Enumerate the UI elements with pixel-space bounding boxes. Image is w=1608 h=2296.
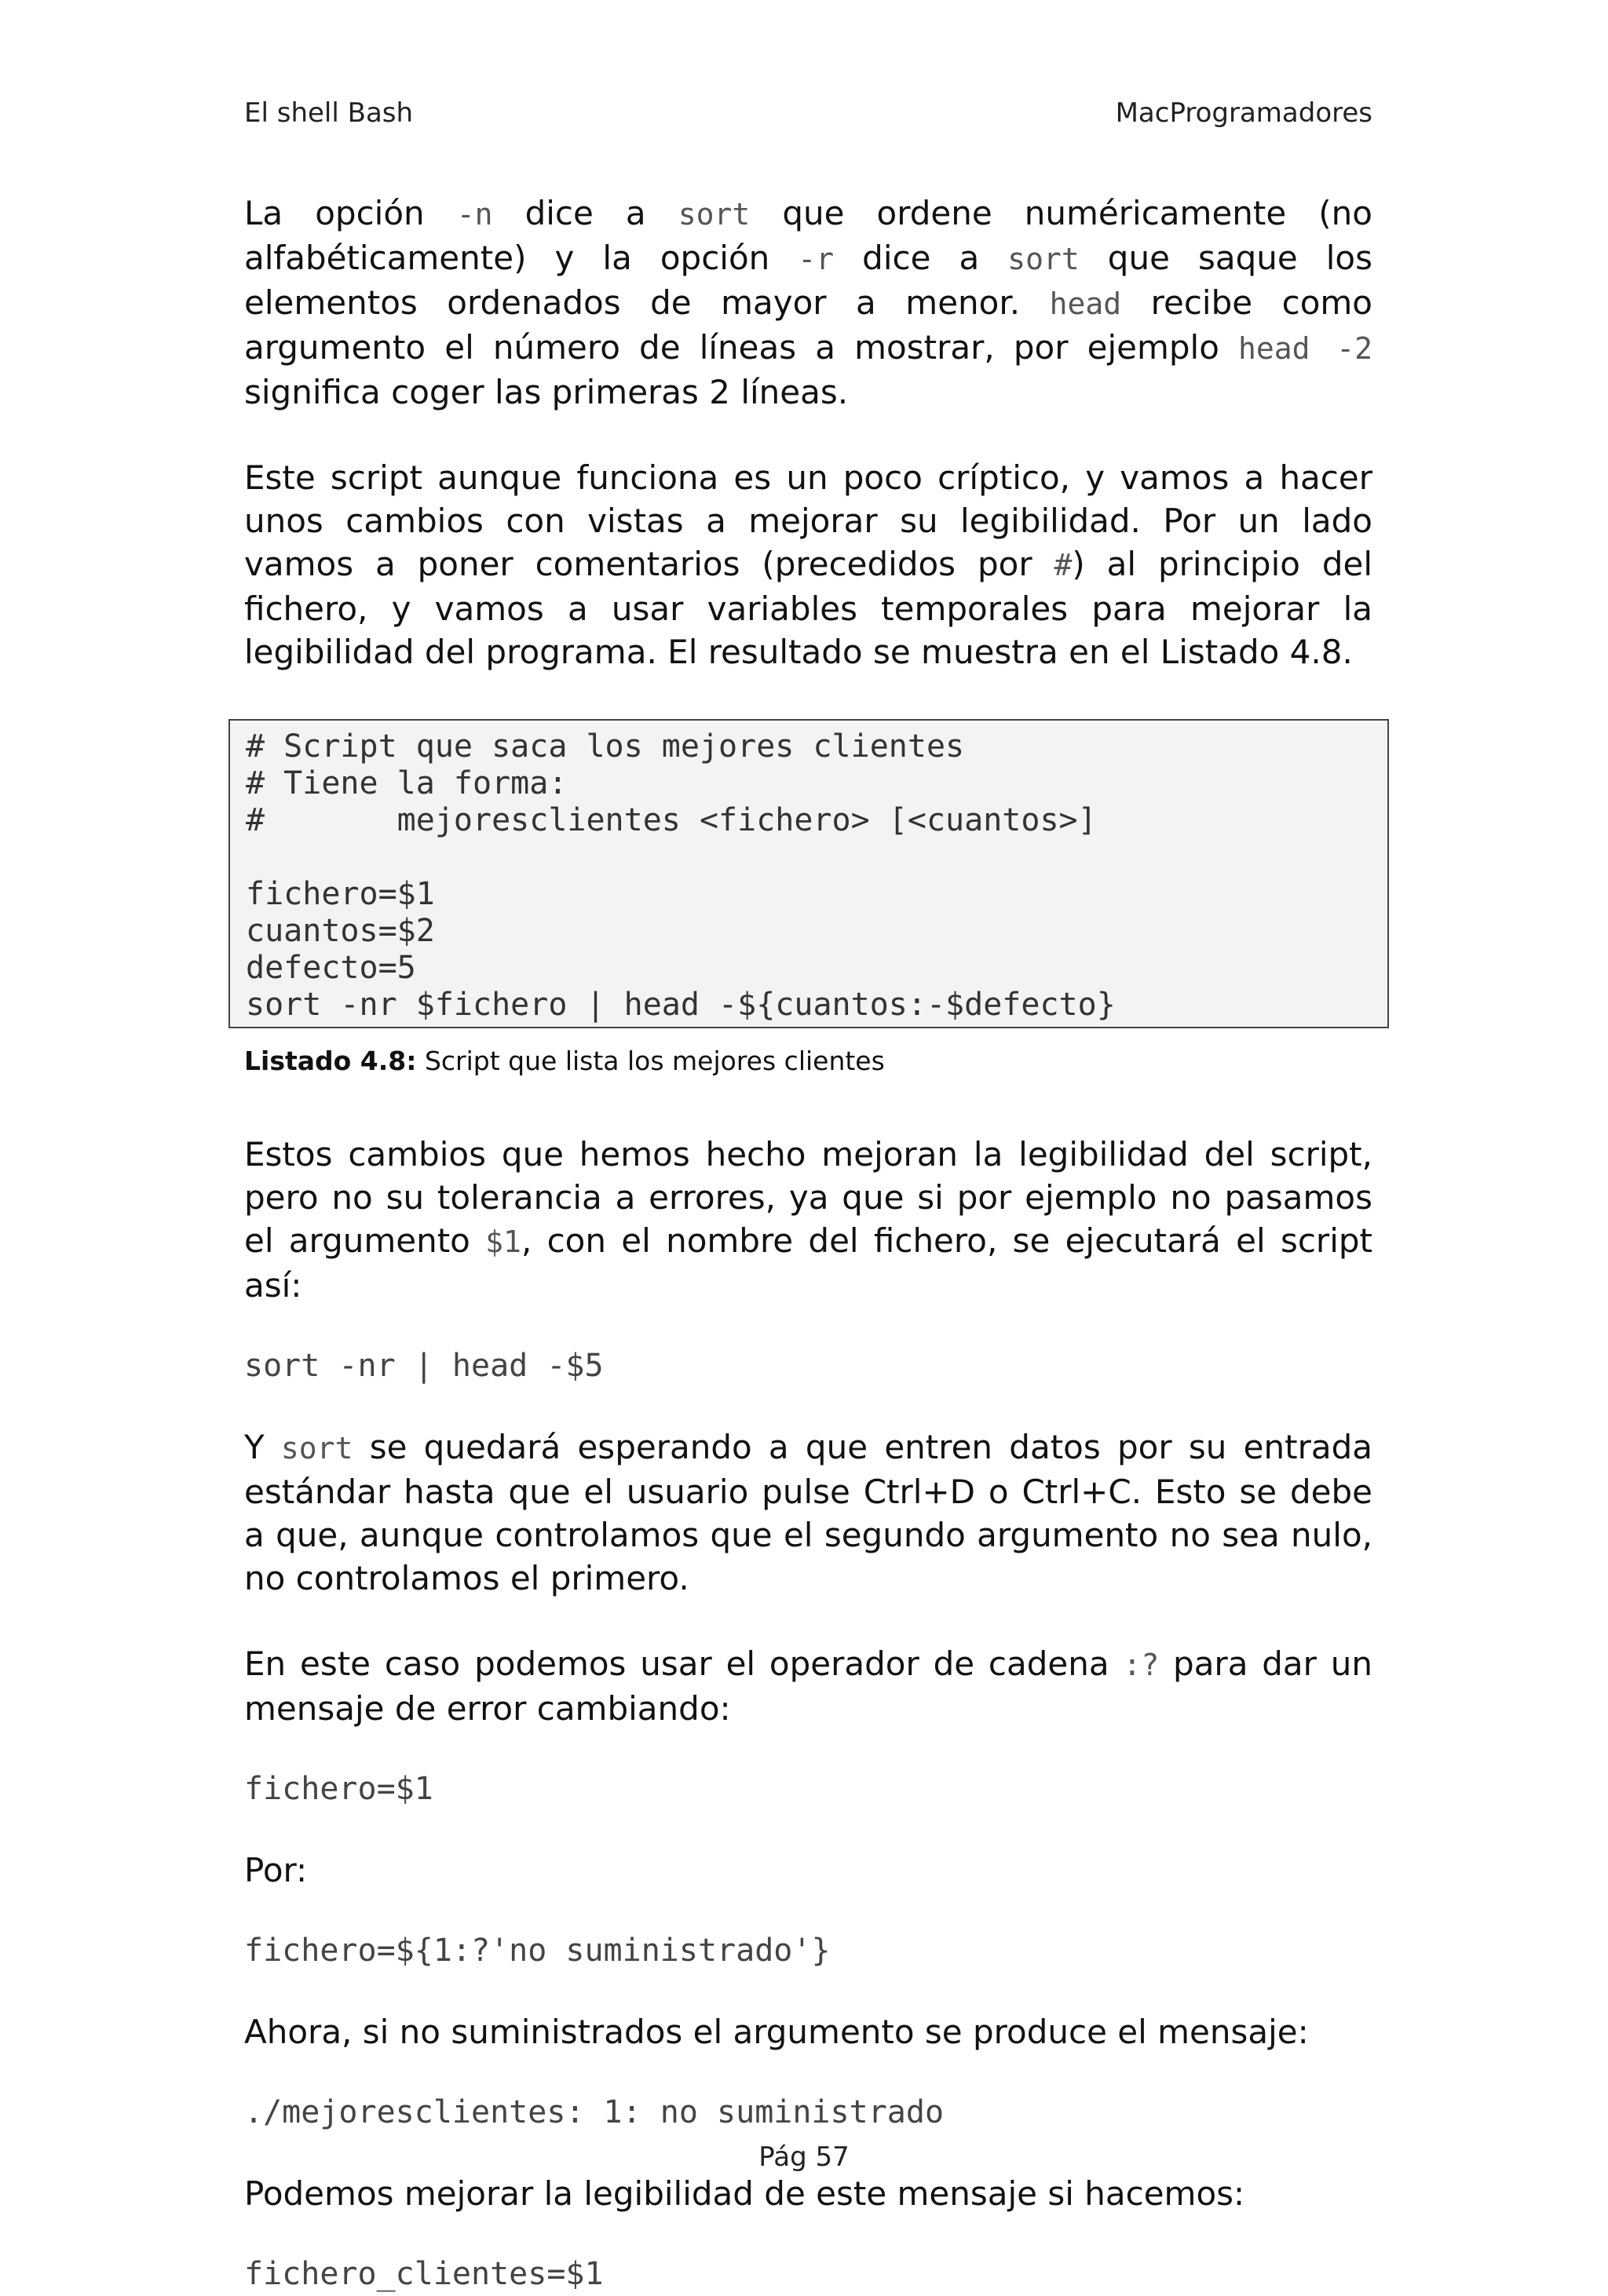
listing-line: sort -nr $fichero | head -${cuantos:-$defecto} (246, 987, 1116, 1023)
listing-line: defecto=5 (246, 950, 416, 986)
listing-line: # Script que saca los mejores clientes (246, 728, 965, 765)
code-listing (228, 719, 1389, 1028)
code-snippet: ./mejoresclientes: 1: no suministrado (244, 2094, 945, 2130)
text-run: En este caso podemos usar el operador de cadena (244, 1644, 1124, 1683)
text-run: La opción (244, 194, 457, 232)
code-snippet: sort -nr | head -$5 (244, 1348, 604, 1384)
text-run: , con el nombre del fichero, se ejecutará el script así: (244, 1221, 1372, 1305)
code-snippet: fichero=$1 (244, 1771, 433, 1807)
paragraph-readability (244, 456, 1372, 673)
caption-label: Listado 4.8: (244, 1046, 417, 1076)
listing-line: # Tiene la forma: (246, 765, 568, 801)
running-header-left: El shell Bash (244, 97, 414, 129)
listing-line: fichero=$1 (246, 876, 435, 912)
paragraph-por: Por: (244, 1851, 308, 1889)
text-run: que saque los elementos ordenados de mayor a menor. (244, 239, 1373, 322)
code-snippet: fichero_clientes=$1 (244, 2256, 604, 2292)
text-run: recibe como argumento el número de líneas a mostrar, por ejemplo (244, 283, 1373, 367)
code-snippet: fichero=${1:?'no suministrado'} (244, 1933, 831, 1969)
page-number: Pág 57 (758, 2141, 850, 2173)
inline-code: sort (678, 197, 751, 232)
text-run: significa coger las primeras 2 líneas. (244, 373, 849, 411)
inline-code: # (1054, 548, 1073, 582)
paragraph-sort-waiting (244, 1425, 1372, 1600)
text-run: ) al principio del fichero, y vamos a usar variables temporales para mejorar la legibilidad del programa. El resultado se muestra en el Listado 4.8. (244, 545, 1373, 671)
text-run: Estos cambios que hemos hecho mejoran la legibilidad del script, pero no su tolerancia a errores, ya que si por ejemplo no pasamos el argumento (244, 1135, 1372, 1260)
listing-code (230, 728, 1387, 1024)
listing-line: # mejoresclientes <fichero> [<cuantos>] (246, 802, 1097, 838)
inline-code: $1 (485, 1225, 521, 1259)
paragraph-improve: Podemos mejorar la legibilidad de este mensaje si hacemos: (244, 2174, 1245, 2213)
text-run: para dar un mensaje de error cambiando: (244, 1644, 1372, 1728)
text-run: Y (244, 1428, 281, 1466)
listing-line: cuantos=$2 (246, 913, 435, 949)
text-run: se quedará esperando a que entren datos por su entrada estándar hasta que el usuario pulse Ctrl+D o Ctrl+C. Esto se debe a que, aunque controlamos que el segundo argumento no sea nulo, no controlamos el primero. (244, 1428, 1372, 1597)
inline-code: sort (1007, 242, 1080, 276)
inline-code: head -2 (1238, 331, 1372, 366)
text-run: que ordene numéricamente (no alfabéticamente) y la opción (244, 194, 1372, 277)
caption-text: Script que lista los mejores clientes (416, 1046, 885, 1076)
inline-code: -n (456, 197, 493, 232)
inline-code: sort (280, 1431, 353, 1466)
paragraph-string-operator (244, 1642, 1372, 1730)
text-run: Este script aunque funciona es un poco críptico, y vamos a hacer unos cambios con vistas a mejorar su legibilidad. Por un lado vamos a poner comentarios (precedidos por (244, 458, 1372, 583)
listing-caption (244, 1046, 1372, 1076)
inline-code: :? (1123, 1648, 1160, 1682)
paragraph-error-tolerance (244, 1133, 1372, 1307)
running-header-right: MacProgramadores (1115, 97, 1372, 129)
page-body (244, 192, 1372, 2296)
text-run: dice a (834, 239, 1008, 277)
inline-code: -r (798, 242, 835, 276)
paragraph-sort-options (244, 192, 1372, 414)
inline-code: head (1049, 287, 1122, 321)
paragraph-message: Ahora, si no suministrados el argumento se produce el mensaje: (244, 2013, 1309, 2051)
text-run: dice a (492, 194, 678, 232)
